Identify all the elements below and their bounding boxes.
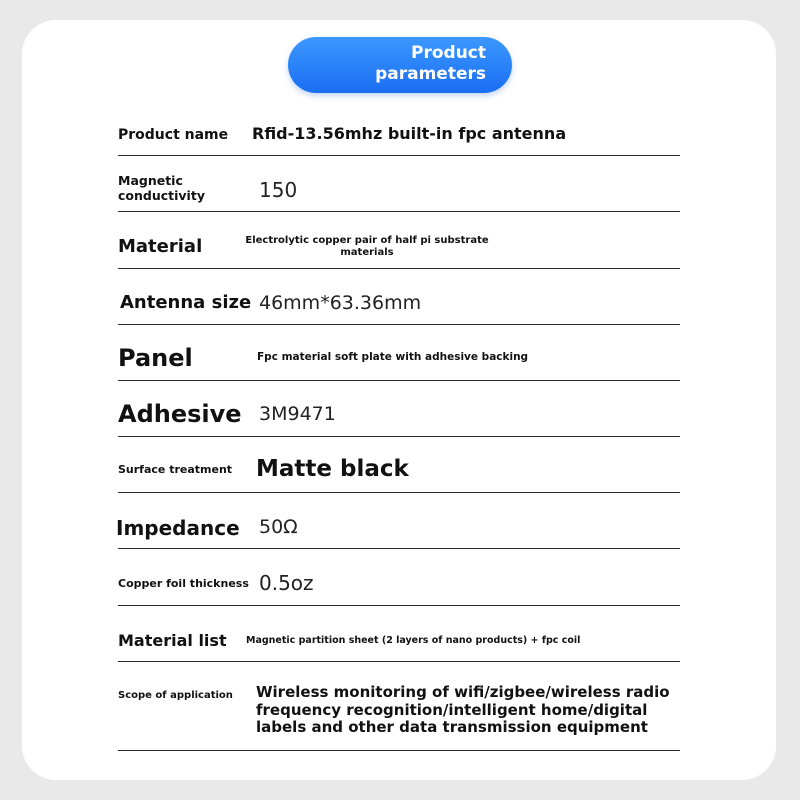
row-label-product-name: Product name (118, 127, 229, 143)
row-label-surface-treatment: Surface treatment (118, 463, 233, 476)
row-value-panel: Fpc material soft plate with adhesive backing (257, 351, 529, 363)
section-title: Product parameters (375, 43, 486, 84)
row-value-copper-foil-thickness: 0.5oz (259, 571, 314, 595)
row-divider (118, 661, 680, 662)
row-divider (118, 750, 680, 751)
product-parameters-card (22, 20, 776, 780)
row-divider (118, 155, 680, 156)
row-divider (118, 605, 680, 606)
row-value-surface-treatment: Matte black (256, 456, 409, 482)
row-value-material: Electrolytic copper pair of half pi substrate materials (245, 235, 489, 258)
row-label-antenna-size: Antenna size (120, 292, 252, 313)
row-divider (118, 324, 680, 325)
row-value-antenna-size: 46mm*63.36mm (259, 292, 422, 314)
row-value-impedance: 50Ω (259, 516, 298, 538)
row-label-impedance: Impedance (116, 516, 240, 540)
row-divider (118, 211, 680, 212)
row-divider (118, 268, 680, 269)
row-value-material-list: Magnetic partition sheet (2 layers of nano products) + fpc coil (246, 635, 581, 646)
row-value-product-name: Rfid-13.56mhz built-in fpc antenna (252, 124, 567, 143)
row-label-scope-of-application: Scope of application (118, 690, 233, 701)
row-label-adhesive: Adhesive (118, 400, 242, 428)
row-label-magnetic-conductivity: Magnetic conductivity (118, 173, 205, 203)
row-label-material-list: Material list (118, 631, 227, 650)
row-divider (118, 548, 680, 549)
row-divider (118, 436, 680, 437)
row-value-scope-of-application: Wireless monitoring of wifi/zigbee/wireless radio frequency recognition/intelligent home/digital labels and other data transmission equipment (256, 683, 670, 736)
section-header-pill (288, 37, 512, 93)
row-value-magnetic-conductivity: 150 (259, 178, 298, 202)
row-divider (118, 492, 680, 493)
row-label-material: Material (118, 236, 203, 257)
row-value-adhesive: 3M9471 (259, 403, 336, 425)
row-label-copper-foil-thickness: Copper foil thickness (118, 577, 249, 590)
row-divider (118, 380, 680, 381)
row-label-panel: Panel (118, 344, 193, 372)
